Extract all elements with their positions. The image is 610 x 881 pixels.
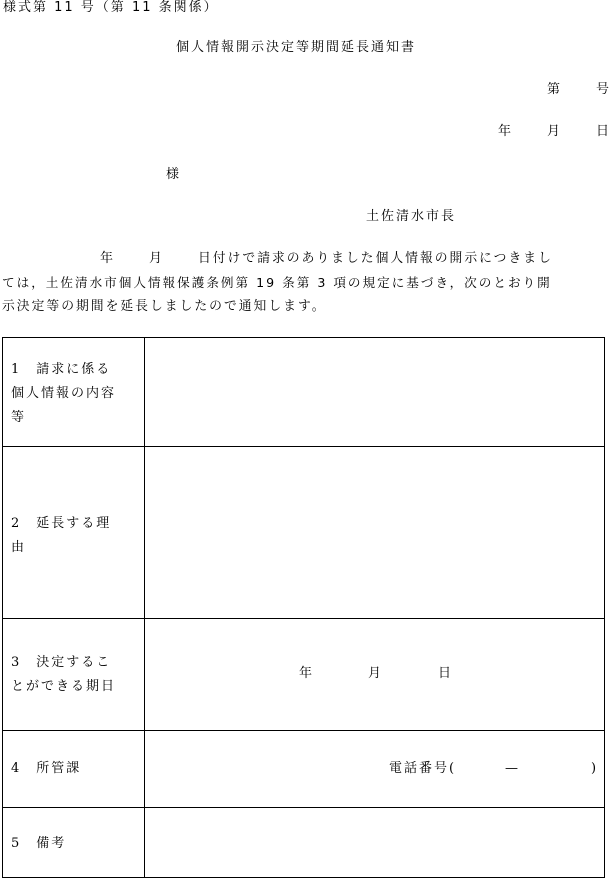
- deadline-month: 月: [368, 666, 382, 681]
- body-year: 年: [100, 251, 114, 266]
- row-divider: [3, 618, 604, 619]
- details-table: [2, 337, 605, 878]
- phone-dash: —: [505, 761, 518, 776]
- body-line-1: 日付けで請求のありました個人情報の開示につきまし: [198, 251, 553, 266]
- page-title: 個人情報開示決定等期間延長通知書: [176, 40, 417, 55]
- row-1-label-line-1: 1 請求に係る: [11, 362, 112, 377]
- date-year: 年: [498, 124, 512, 139]
- doc-number-prefix: 第: [547, 82, 561, 97]
- row-3-label-line-1: 3 決定するこ: [11, 655, 112, 670]
- body-month: 月: [149, 251, 163, 266]
- row-2-label-line-1: 2 延長する理: [11, 516, 112, 531]
- row-4-label: 4 所管課: [11, 761, 82, 776]
- table-column-divider: [144, 338, 145, 877]
- phone-label: 電話番号(: [389, 761, 457, 776]
- date-month: 月: [547, 124, 561, 139]
- row-divider: [3, 446, 604, 447]
- row-5-label: 5 備考: [11, 836, 67, 851]
- deadline-day: 日: [438, 666, 452, 681]
- row-divider: [3, 730, 604, 731]
- row-1-label-line-2: 個人情報の内容: [11, 386, 117, 401]
- doc-number-suffix: 号: [596, 82, 610, 97]
- sender-name: 土佐清水市長: [366, 209, 457, 224]
- row-3-label-line-2: とができる期日: [11, 679, 117, 694]
- body-line-2: ては，土佐清水市個人情報保護条例第 19 条第 3 項の規定に基づき，次のとおり開: [2, 275, 552, 290]
- date-day: 日: [596, 124, 610, 139]
- phone-close-paren: ): [591, 761, 597, 776]
- row-divider: [3, 807, 604, 808]
- row-1-label-line-3: 等: [11, 410, 27, 425]
- row-2-label-line-2: 由: [11, 540, 27, 555]
- addressee-suffix: 様: [166, 167, 180, 182]
- deadline-year: 年: [299, 666, 313, 681]
- body-line-3: 示決定等の期間を延長しましたので通知します。: [2, 299, 327, 314]
- form-number: 様式第 11 号（第 11 条関係）: [3, 0, 219, 15]
